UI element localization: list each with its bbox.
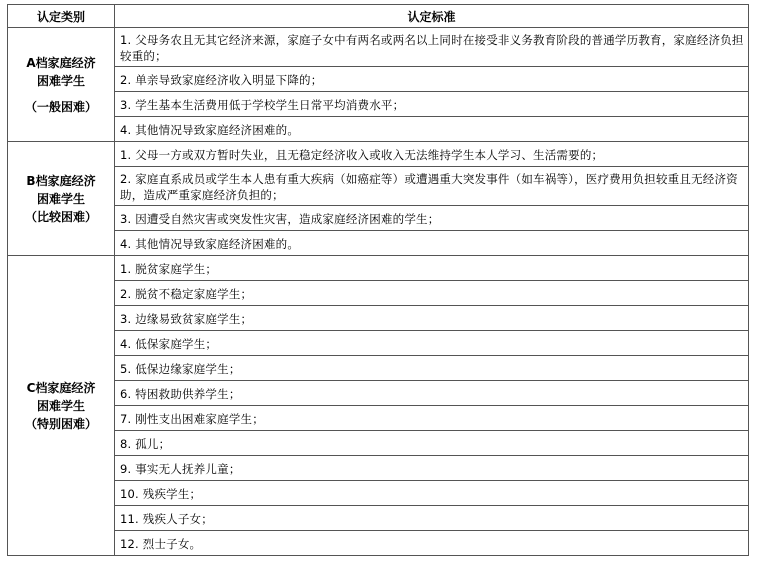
criterion-item: 2. 家庭直系成员或学生本人患有重大疾病（如癌症等）或遭遇重大突发事件（如车祸等），医疗费用负担较重且无经济资助，造成严重家庭经济负担的； (115, 167, 749, 206)
criterion-item: 2. 单亲导致家庭经济收入明显下降的； (115, 67, 749, 92)
criterion-item: 9. 事实无人抚养儿童； (115, 456, 749, 481)
criterion-item: 1. 父母一方或双方暂时失业，且无稳定经济收入或收入无法维持学生本人学习、生活需要的； (115, 142, 749, 167)
table-row (8, 92, 749, 117)
criterion-item: 4. 低保家庭学生； (115, 331, 749, 356)
criterion-item: 7. 刚性支出困难家庭学生； (115, 406, 749, 431)
category-label-line2: 困难学生 (36, 191, 85, 206)
category-label-line3: （一般困难） (24, 99, 97, 114)
table-row (8, 431, 749, 456)
criterion-item: 3. 学生基本生活费用低于学校学生日常平均消费水平； (115, 92, 749, 117)
criterion-item: 12. 烈士子女。 (115, 531, 749, 556)
category-b-cell (8, 142, 115, 256)
table-row (8, 406, 749, 431)
header-criteria: 认定标准 (115, 5, 749, 28)
table-row (8, 67, 749, 92)
criterion-item: 3. 因遭受自然灾害或突发性灾害，造成家庭经济困难的学生； (115, 206, 749, 231)
table-row (8, 256, 749, 281)
criterion-item: 8. 孤儿； (115, 431, 749, 456)
category-label-line1: C档家庭经济 (26, 380, 96, 395)
criteria-table (7, 4, 749, 556)
table-row (8, 356, 749, 381)
table-row (8, 231, 749, 256)
category-label-line1: A档家庭经济 (26, 55, 96, 70)
table-row (8, 506, 749, 531)
criterion-item: 2. 脱贫不稳定家庭学生； (115, 281, 749, 306)
category-a-cell (8, 28, 115, 142)
criterion-item: 11. 残疾人子女； (115, 506, 749, 531)
category-label-line1: B档家庭经济 (26, 173, 96, 188)
table-row (8, 456, 749, 481)
table-row (8, 531, 749, 556)
criterion-item: 1. 脱贫家庭学生； (115, 256, 749, 281)
criterion-item: 5. 低保边缘家庭学生； (115, 356, 749, 381)
table-row (8, 142, 749, 167)
table-row (8, 331, 749, 356)
table-row (8, 206, 749, 231)
table-row (8, 306, 749, 331)
table-row (8, 481, 749, 506)
category-label-line2: 困难学生 (36, 398, 85, 413)
criterion-item: 4. 其他情况导致家庭经济困难的。 (115, 117, 749, 142)
criterion-item: 3. 边缘易致贫家庭学生； (115, 306, 749, 331)
table-row (8, 381, 749, 406)
table-row (8, 117, 749, 142)
header-category: 认定类别 (8, 5, 115, 28)
category-c-cell (8, 256, 115, 556)
category-label-line2: 困难学生 (36, 73, 85, 88)
table-row (8, 167, 749, 206)
criterion-item: 1. 父母务农且无其它经济来源，家庭子女中有两名或两名以上同时在接受非义务教育阶段的普通学历教育，家庭经济负担较重的； (115, 28, 749, 67)
header-row (8, 5, 749, 28)
criterion-item: 6. 特困救助供养学生； (115, 381, 749, 406)
table-row (8, 281, 749, 306)
table-row (8, 28, 749, 67)
criterion-item: 4. 其他情况导致家庭经济困难的。 (115, 231, 749, 256)
category-label-line3: （特别困难） (24, 416, 97, 431)
criterion-item: 10. 残疾学生； (115, 481, 749, 506)
category-label-line3: （比较困难） (24, 209, 97, 224)
